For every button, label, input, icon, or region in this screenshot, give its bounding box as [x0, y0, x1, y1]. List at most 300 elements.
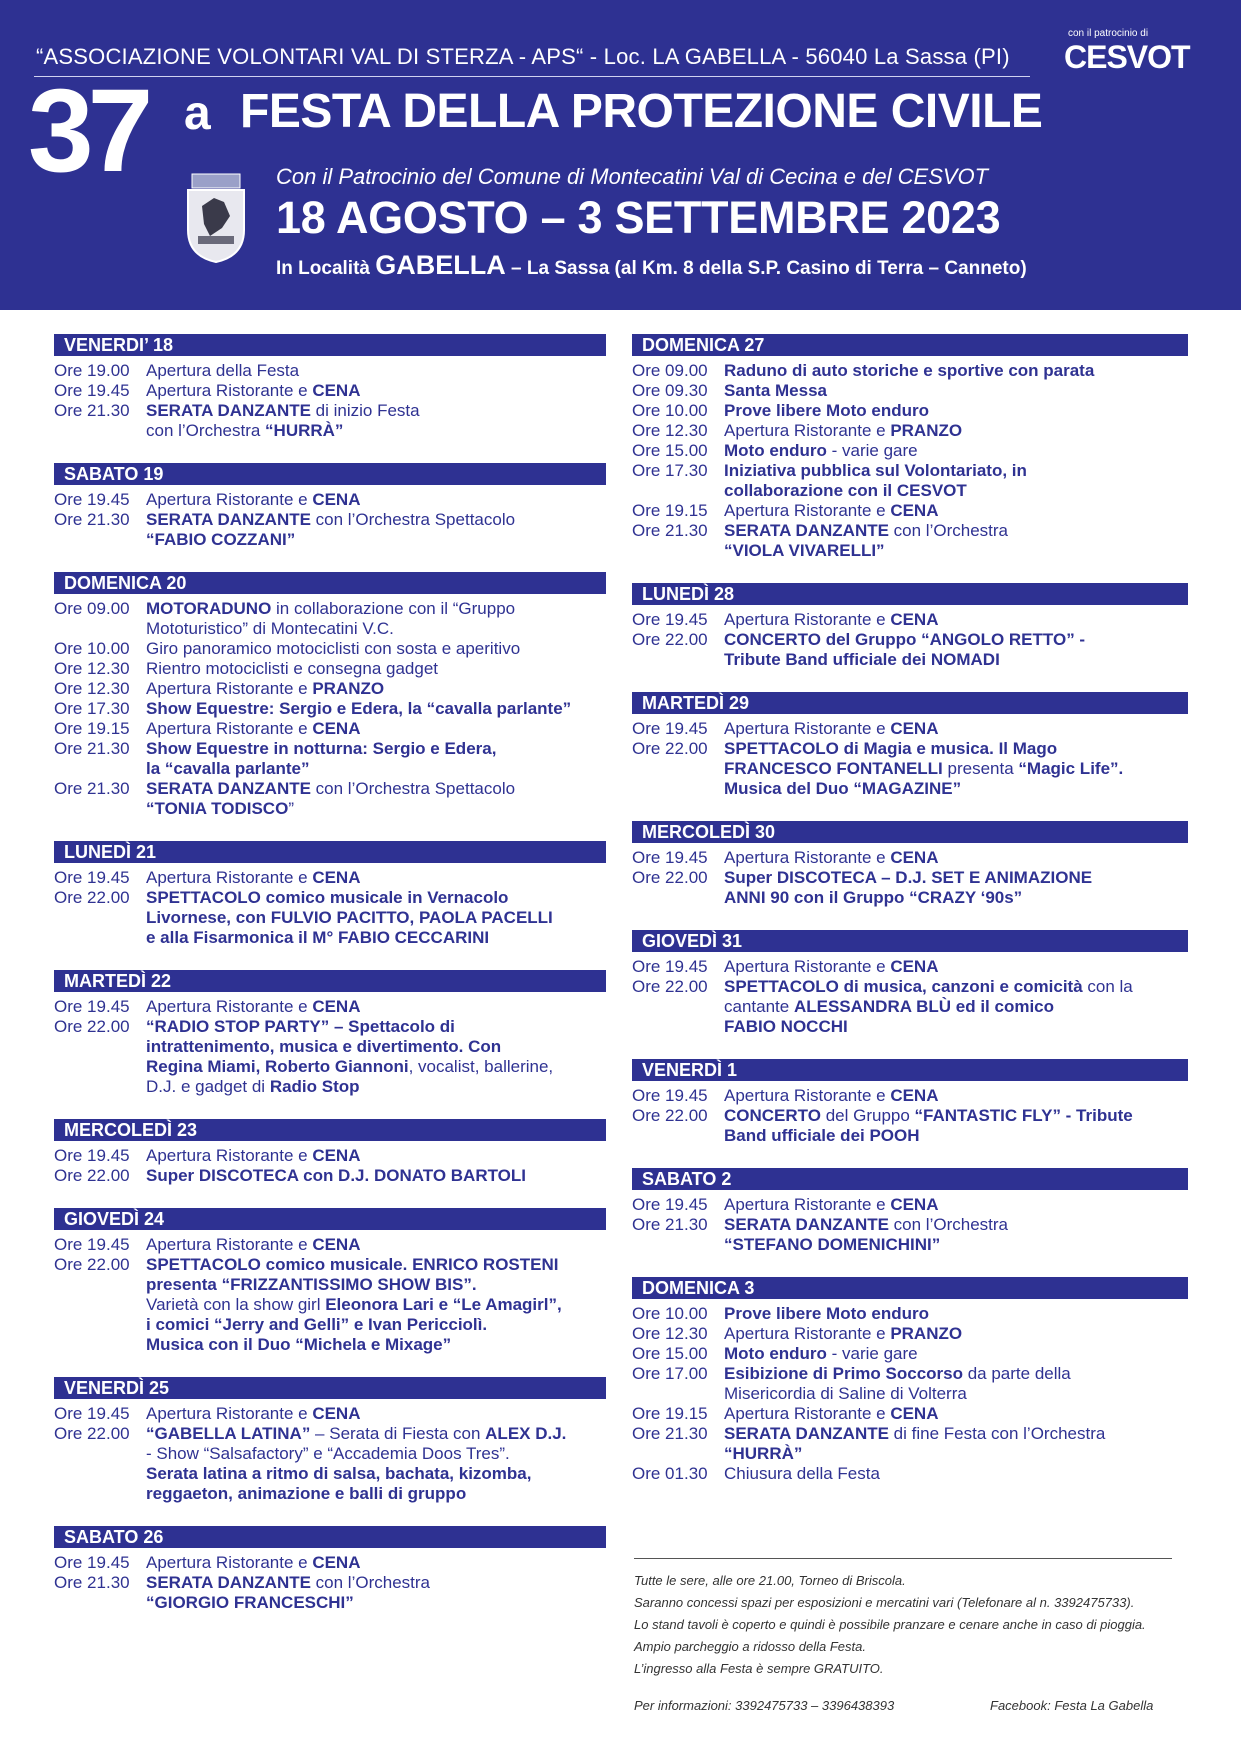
event-text: “TONIA TODISCO [146, 799, 289, 818]
event-row [632, 957, 1188, 977]
day-block [632, 1277, 1188, 1484]
day-header: DOMENICA 20 [54, 572, 606, 594]
event-time: Ore 22.00 [632, 977, 708, 996]
event-row [54, 639, 606, 659]
event-description [146, 1146, 606, 1166]
event-description [146, 1424, 606, 1504]
event-text: Chiusura della Festa [724, 1464, 880, 1483]
event-text: SERATA DANZANTE [146, 401, 311, 420]
event-text: CENA [312, 1235, 361, 1254]
event-time: Ore 22.00 [632, 739, 708, 758]
event-text: con l’Orchestra Spettacolo [315, 779, 516, 798]
location-name: GABELLA [375, 250, 506, 280]
event-text: CENA [890, 1195, 939, 1214]
event-time: Ore 17.30 [54, 699, 130, 718]
event-text: da parte della Misericordia di Saline di Volterra [724, 1364, 1071, 1403]
footer-divider [634, 1558, 1172, 1559]
event-time: Ore 19.45 [632, 719, 708, 738]
day-block [632, 1168, 1188, 1255]
day-block [54, 1119, 606, 1186]
event-time: Ore 19.45 [54, 490, 130, 509]
event-text: CENA [890, 848, 939, 867]
event-description [146, 361, 606, 381]
event-time: Ore 22.00 [54, 1255, 130, 1274]
event-row [632, 868, 1188, 908]
event-description [146, 1017, 606, 1097]
event-row [54, 401, 606, 441]
day-block [632, 583, 1188, 670]
event-description [146, 1573, 606, 1613]
cesvot-name: CESVOT [1064, 39, 1190, 75]
day-header: GIOVEDÌ 31 [632, 930, 1188, 952]
day-block [54, 572, 606, 819]
event-text: CENA [890, 501, 939, 520]
event-description [146, 997, 606, 1017]
event-text: SERATA DANZANTE [724, 1424, 889, 1443]
event-row [54, 699, 606, 719]
event-time: Ore 21.30 [632, 1215, 708, 1234]
note-line: Lo stand tavoli è coperto e quindi è possibile pranzare e cenare anche in caso di pioggia. [634, 1617, 1146, 1632]
event-text: CENA [890, 719, 939, 738]
event-row [54, 1235, 606, 1255]
event-time: Ore 09.00 [54, 599, 130, 618]
event-time: Ore 19.15 [54, 719, 130, 738]
event-text: Apertura Ristorante e [146, 1404, 313, 1423]
event-text: “STEFANO DOMENICHINI” [724, 1235, 941, 1254]
event-row [632, 461, 1188, 501]
day-block [632, 692, 1188, 799]
event-description [724, 630, 1188, 670]
day-block [54, 1377, 606, 1504]
event-text: con l’Orchestra [893, 521, 1008, 540]
event-description [724, 421, 1188, 441]
event-text: “RADIO STOP PARTY” – Spettacolo di intrattenimento, musica e divertimento. Con Regina Miami, Roberto Giannoni [146, 1017, 502, 1076]
event-description [724, 1344, 1188, 1364]
event-text: Apertura della Festa [146, 361, 300, 380]
event-text: MOTORADUNO [146, 599, 272, 618]
event-row [632, 361, 1188, 381]
event-row [632, 421, 1188, 441]
event-text: CENA [312, 1404, 361, 1423]
event-row [54, 1017, 606, 1097]
event-row [632, 1106, 1188, 1146]
event-time: Ore 22.00 [54, 888, 130, 907]
event-text: PRANZO [312, 679, 385, 698]
event-text: Serata latina a ritmo di salsa, bachata, kizomba, reggaeton, animazione e balli di gruppo [146, 1464, 532, 1503]
event-text: Apertura Ristorante e [146, 490, 313, 509]
event-time: Ore 17.30 [632, 461, 708, 480]
event-text: CONCERTO [724, 1106, 821, 1125]
event-text: Eleonora Lari e “Le Amagirl”, i comici “Jerry and Gelli” e Ivan Pericciolì. Musica con il Duo “Michela e Mixage” [146, 1295, 562, 1354]
event-time: Ore 21.30 [632, 521, 708, 540]
day-block [54, 1208, 606, 1355]
event-time: Ore 15.00 [632, 441, 708, 460]
event-description [724, 381, 1188, 401]
event-text: Apertura Ristorante e [724, 610, 891, 629]
event-time: Ore 19.45 [632, 848, 708, 867]
event-description [146, 1404, 606, 1424]
patronage-text: Con il Patrocinio del Comune di Montecatini Val di Cecina e del CESVOT [276, 164, 989, 189]
event-row [54, 679, 606, 699]
event-row [632, 1195, 1188, 1215]
event-row [632, 1304, 1188, 1324]
event-description [724, 1464, 1188, 1484]
event-text: , vocalist, ballerine, D.J. e gadget di [146, 1057, 554, 1096]
event-text: SERATA DANZANTE [724, 1215, 889, 1234]
event-row [632, 1464, 1188, 1484]
location-prefix: In Località [276, 258, 376, 279]
event-text: CENA [312, 719, 361, 738]
event-text: ALESSANDRA BLÙ ed il comico FABIO NOCCHI [724, 997, 1055, 1036]
municipal-crest-icon [184, 172, 248, 264]
day-header: SABATO 2 [632, 1168, 1188, 1190]
event-description [724, 1195, 1188, 1215]
event-description [724, 441, 1188, 461]
event-text: in collaborazione con il “Gruppo Mototuristico” di Montecatini V.C. [146, 599, 516, 638]
event-text: CENA [312, 490, 361, 509]
notes [634, 1570, 1194, 1680]
day-block [54, 970, 606, 1097]
event-time: Ore 22.00 [632, 1106, 708, 1125]
event-row [54, 888, 606, 948]
event-description [724, 977, 1188, 1037]
event-description [146, 719, 606, 739]
event-time: Ore 21.30 [54, 1573, 130, 1592]
event-description [146, 679, 606, 699]
event-description [146, 868, 606, 888]
event-text: Apertura Ristorante e [146, 868, 313, 887]
event-description [146, 888, 606, 948]
event-description [724, 1404, 1188, 1424]
event-text: CENA [312, 997, 361, 1016]
day-block [54, 334, 606, 441]
event-time: Ore 19.45 [632, 957, 708, 976]
event-location [276, 250, 1027, 281]
event-row [632, 848, 1188, 868]
event-title: FESTA DELLA PROTEZIONE CIVILE [240, 85, 1043, 138]
event-text: Apertura Ristorante e [146, 1235, 313, 1254]
event-text: Apertura Ristorante e [146, 381, 313, 400]
event-text: con l’Orchestra [893, 1215, 1008, 1234]
cesvot-caption: con il patrocinio di [1068, 28, 1149, 39]
event-row [632, 977, 1188, 1037]
event-row [54, 659, 606, 679]
event-row [632, 610, 1188, 630]
note-line: Saranno concessi spazi per esposizioni e mercatini vari (Telefonare al n. 3392475733). [634, 1595, 1135, 1610]
program-right-column [632, 334, 1188, 1506]
program-left-column [54, 334, 606, 1635]
event-time: Ore 19.15 [632, 501, 708, 520]
event-dates: 18 AGOSTO – 3 SETTEMBRE 2023 [276, 192, 1001, 243]
event-text: - varie gare [826, 441, 918, 460]
event-row [632, 739, 1188, 799]
edition-number: 37 [28, 65, 148, 197]
event-text: SPETTACOLO comico musicale in Vernacolo Livornese, con FULVIO PACITTO, PAOLA PACELLI e alla Fisarmonica il M° FABIO CECCARINI [146, 888, 553, 947]
event-description [724, 361, 1188, 381]
event-text: PRANZO [890, 421, 963, 440]
event-row [632, 719, 1188, 739]
event-text: “VIOLA VIVARELLI” [724, 541, 885, 560]
event-row [54, 490, 606, 510]
event-description [146, 739, 606, 779]
event-time: Ore 22.00 [54, 1017, 130, 1036]
event-time: Ore 22.00 [54, 1166, 130, 1185]
event-description [724, 1364, 1188, 1404]
event-text: SERATA DANZANTE [146, 510, 311, 529]
day-header: VENERDI’ 18 [54, 334, 606, 356]
day-header: LUNEDÌ 21 [54, 841, 606, 863]
event-time: Ore 19.00 [54, 361, 130, 380]
event-row [632, 1344, 1188, 1364]
event-text: ALEX D.J. [485, 1424, 567, 1443]
contacts [634, 1698, 1194, 1713]
event-text: con l’Orchestra [315, 1573, 430, 1592]
day-header: GIOVEDÌ 24 [54, 1208, 606, 1230]
event-text: – Serata di Fiesta con [310, 1424, 486, 1443]
day-block [54, 1526, 606, 1613]
event-text: “HURRÀ” [265, 421, 344, 440]
day-block [632, 334, 1188, 561]
event-text: “FABIO COZZANI” [146, 530, 296, 549]
event-time: Ore 19.45 [54, 1235, 130, 1254]
event-row [54, 599, 606, 639]
event-row [54, 381, 606, 401]
event-time: Ore 19.45 [54, 1146, 130, 1165]
event-time: Ore 21.30 [54, 401, 130, 420]
event-time: Ore 17.00 [632, 1364, 708, 1383]
event-description [724, 1086, 1188, 1106]
event-text: Apertura Ristorante e [724, 719, 891, 738]
event-description [724, 868, 1188, 908]
event-row [54, 1146, 606, 1166]
day-block [54, 463, 606, 550]
event-text: PRANZO [890, 1324, 963, 1343]
event-time: Ore 21.30 [54, 779, 130, 798]
event-time: Ore 19.45 [632, 610, 708, 629]
event-text: di inizio Festa con l’Orchestra [146, 401, 420, 440]
event-text: del Gruppo [820, 1106, 915, 1125]
event-text: Apertura Ristorante e [724, 1086, 891, 1105]
day-header: VENERDÌ 25 [54, 1377, 606, 1399]
event-text: “GIORGIO FRANCESCHI” [146, 1593, 354, 1612]
event-text: CENA [312, 1146, 361, 1165]
event-text: CENA [312, 381, 361, 400]
event-row [632, 1404, 1188, 1424]
event-description [724, 848, 1188, 868]
event-description [724, 610, 1188, 630]
event-row [54, 868, 606, 888]
event-text: Apertura Ristorante e [724, 1324, 891, 1343]
event-text: Santa Messa [724, 381, 827, 400]
event-text: Apertura Ristorante e [146, 1553, 313, 1572]
event-row [632, 501, 1188, 521]
event-time: Ore 21.30 [632, 1424, 708, 1443]
event-text: con la cantante [724, 977, 1133, 1016]
event-description [724, 1324, 1188, 1344]
event-text: SPETTACOLO di musica, canzoni e comicità [724, 977, 1083, 996]
event-text: SPETTACOLO di Magia e musica. Il Mago FRANCESCO FONTANELLI [724, 739, 1058, 778]
event-time: Ore 12.30 [54, 679, 130, 698]
event-time: Ore 09.00 [632, 361, 708, 380]
event-text: Rientro motociclisti e consegna gadget [146, 659, 438, 678]
event-description [724, 521, 1188, 561]
event-description [146, 599, 606, 639]
event-description [146, 779, 606, 819]
event-time: Ore 22.00 [632, 868, 708, 887]
day-header: SABATO 19 [54, 463, 606, 485]
event-text: Radio Stop [269, 1077, 360, 1096]
day-block [632, 821, 1188, 908]
event-row [632, 401, 1188, 421]
day-header: MARTEDÌ 29 [632, 692, 1188, 714]
cesvot-logo [1064, 28, 1190, 76]
event-row [54, 997, 606, 1017]
event-text: Apertura Ristorante e [146, 1146, 313, 1165]
event-text: CENA [890, 957, 939, 976]
event-text: “GABELLA LATINA” [146, 1424, 311, 1443]
day-header: VENERDÌ 1 [632, 1059, 1188, 1081]
event-text: Moto enduro [724, 441, 827, 460]
event-time: Ore 19.45 [54, 997, 130, 1016]
info-phone: Per informazioni: 3392475733 – 3396438393 [634, 1698, 895, 1713]
event-description [146, 1235, 606, 1255]
event-text: Apertura Ristorante e [724, 501, 891, 520]
event-text: Apertura Ristorante e [724, 957, 891, 976]
event-time: Ore 19.45 [54, 381, 130, 400]
event-description [146, 659, 606, 679]
event-time: Ore 22.00 [632, 630, 708, 649]
event-description [146, 1166, 606, 1186]
event-text: ” [288, 799, 294, 818]
event-description [724, 461, 1188, 501]
event-text: Giro panoramico motociclisti con sosta e aperitivo [146, 639, 521, 658]
header-divider [34, 76, 1030, 77]
event-description [724, 739, 1188, 799]
note-line: Tutte le sere, alle ore 21.00, Torneo di Briscola. [634, 1573, 906, 1588]
event-text: “HURRÀ” [724, 1444, 803, 1463]
event-row [632, 1086, 1188, 1106]
event-row [54, 1553, 606, 1573]
event-time: Ore 22.00 [54, 1424, 130, 1443]
event-text: SERATA DANZANTE [724, 521, 889, 540]
event-description [724, 1106, 1188, 1146]
event-time: Ore 09.30 [632, 381, 708, 400]
header-banner [0, 0, 1241, 310]
event-time: Ore 10.00 [632, 401, 708, 420]
event-time: Ore 19.45 [632, 1195, 708, 1214]
event-row [54, 1166, 606, 1186]
event-time: Ore 12.30 [54, 659, 130, 678]
day-header: DOMENICA 27 [632, 334, 1188, 356]
event-text: presenta [942, 759, 1019, 778]
event-description [724, 1424, 1188, 1464]
event-row [54, 739, 606, 779]
event-description [724, 719, 1188, 739]
event-text: CENA [312, 1553, 361, 1572]
event-time: Ore 10.00 [54, 639, 130, 658]
event-text: Esibizione di Primo Soccorso [724, 1364, 963, 1383]
event-text: Apertura Ristorante e [724, 848, 891, 867]
event-row [54, 719, 606, 739]
note-line: Ampio parcheggio a ridosso della Festa. [634, 1639, 866, 1654]
event-text: CENA [312, 868, 361, 887]
event-description [146, 1553, 606, 1573]
event-description [724, 501, 1188, 521]
event-text: Apertura Ristorante e [724, 1195, 891, 1214]
event-description [146, 510, 606, 550]
event-row [632, 1424, 1188, 1464]
event-description [724, 1215, 1188, 1255]
event-time: Ore 15.00 [632, 1344, 708, 1363]
day-header: MERCOLEDÌ 30 [632, 821, 1188, 843]
event-row [632, 1364, 1188, 1404]
event-text: CENA [890, 610, 939, 629]
note-line: L’ingresso alla Festa è sempre GRATUITO. [634, 1661, 884, 1676]
event-text: Show Equestre in notturna: Sergio e Edera, la “cavalla parlante” [146, 739, 497, 778]
event-text: Show Equestre: Sergio e Edera, la “cavalla parlante” [146, 699, 572, 718]
day-block [632, 1059, 1188, 1146]
event-text: Super DISCOTECA con D.J. DONATO BARTOLI [146, 1166, 527, 1185]
event-row [632, 441, 1188, 461]
event-row [632, 521, 1188, 561]
event-description [146, 639, 606, 659]
event-text: Apertura Ristorante e [724, 421, 891, 440]
event-description [724, 957, 1188, 977]
event-text: Moto enduro [724, 1344, 827, 1363]
event-text: Prove libere Moto enduro [724, 1304, 929, 1323]
event-text: Apertura Ristorante e [146, 679, 313, 698]
event-text: Prove libere Moto enduro [724, 401, 929, 420]
event-description [146, 401, 606, 441]
event-row [632, 1324, 1188, 1344]
day-header: LUNEDÌ 28 [632, 583, 1188, 605]
event-text: CENA [890, 1086, 939, 1105]
event-row [54, 779, 606, 819]
event-description [146, 381, 606, 401]
event-row [54, 1404, 606, 1424]
event-text: CENA [890, 1404, 939, 1423]
event-time: Ore 19.15 [632, 1404, 708, 1423]
event-row [54, 361, 606, 381]
event-time: Ore 10.00 [632, 1304, 708, 1323]
event-text: “FANTASTIC FLY” - Tribute Band ufficiale dei POOH [724, 1106, 1133, 1145]
event-time: Ore 19.45 [54, 1553, 130, 1572]
location-suffix: – La Sassa (al Km. 8 della S.P. Casino di Terra – Canneto) [505, 258, 1027, 279]
event-text: SERATA DANZANTE [146, 1573, 311, 1592]
event-row [632, 1215, 1188, 1255]
event-row [632, 381, 1188, 401]
event-text: con l’Orchestra Spettacolo [315, 510, 516, 529]
event-description [724, 401, 1188, 421]
event-text: - varie gare [826, 1344, 918, 1363]
event-row [632, 630, 1188, 670]
event-description [146, 1255, 606, 1355]
event-text: Raduno di auto storiche e sportive con parata [724, 361, 1095, 380]
event-text: SERATA DANZANTE [146, 779, 311, 798]
facebook-link[interactable]: Facebook: Festa La Gabella [990, 1698, 1154, 1713]
event-text: “Magic Life”. Musica del Duo “MAGAZINE” [724, 759, 1124, 798]
edition-superscript: a [184, 87, 211, 140]
event-description [724, 1304, 1188, 1324]
day-header: SABATO 26 [54, 1526, 606, 1548]
event-text: Apertura Ristorante e [724, 1404, 891, 1423]
event-time: Ore 19.45 [632, 1086, 708, 1105]
day-block [54, 841, 606, 948]
event-time: Ore 19.45 [54, 868, 130, 887]
event-time: Ore 12.30 [632, 1324, 708, 1343]
event-row [54, 1573, 606, 1613]
event-description [146, 490, 606, 510]
